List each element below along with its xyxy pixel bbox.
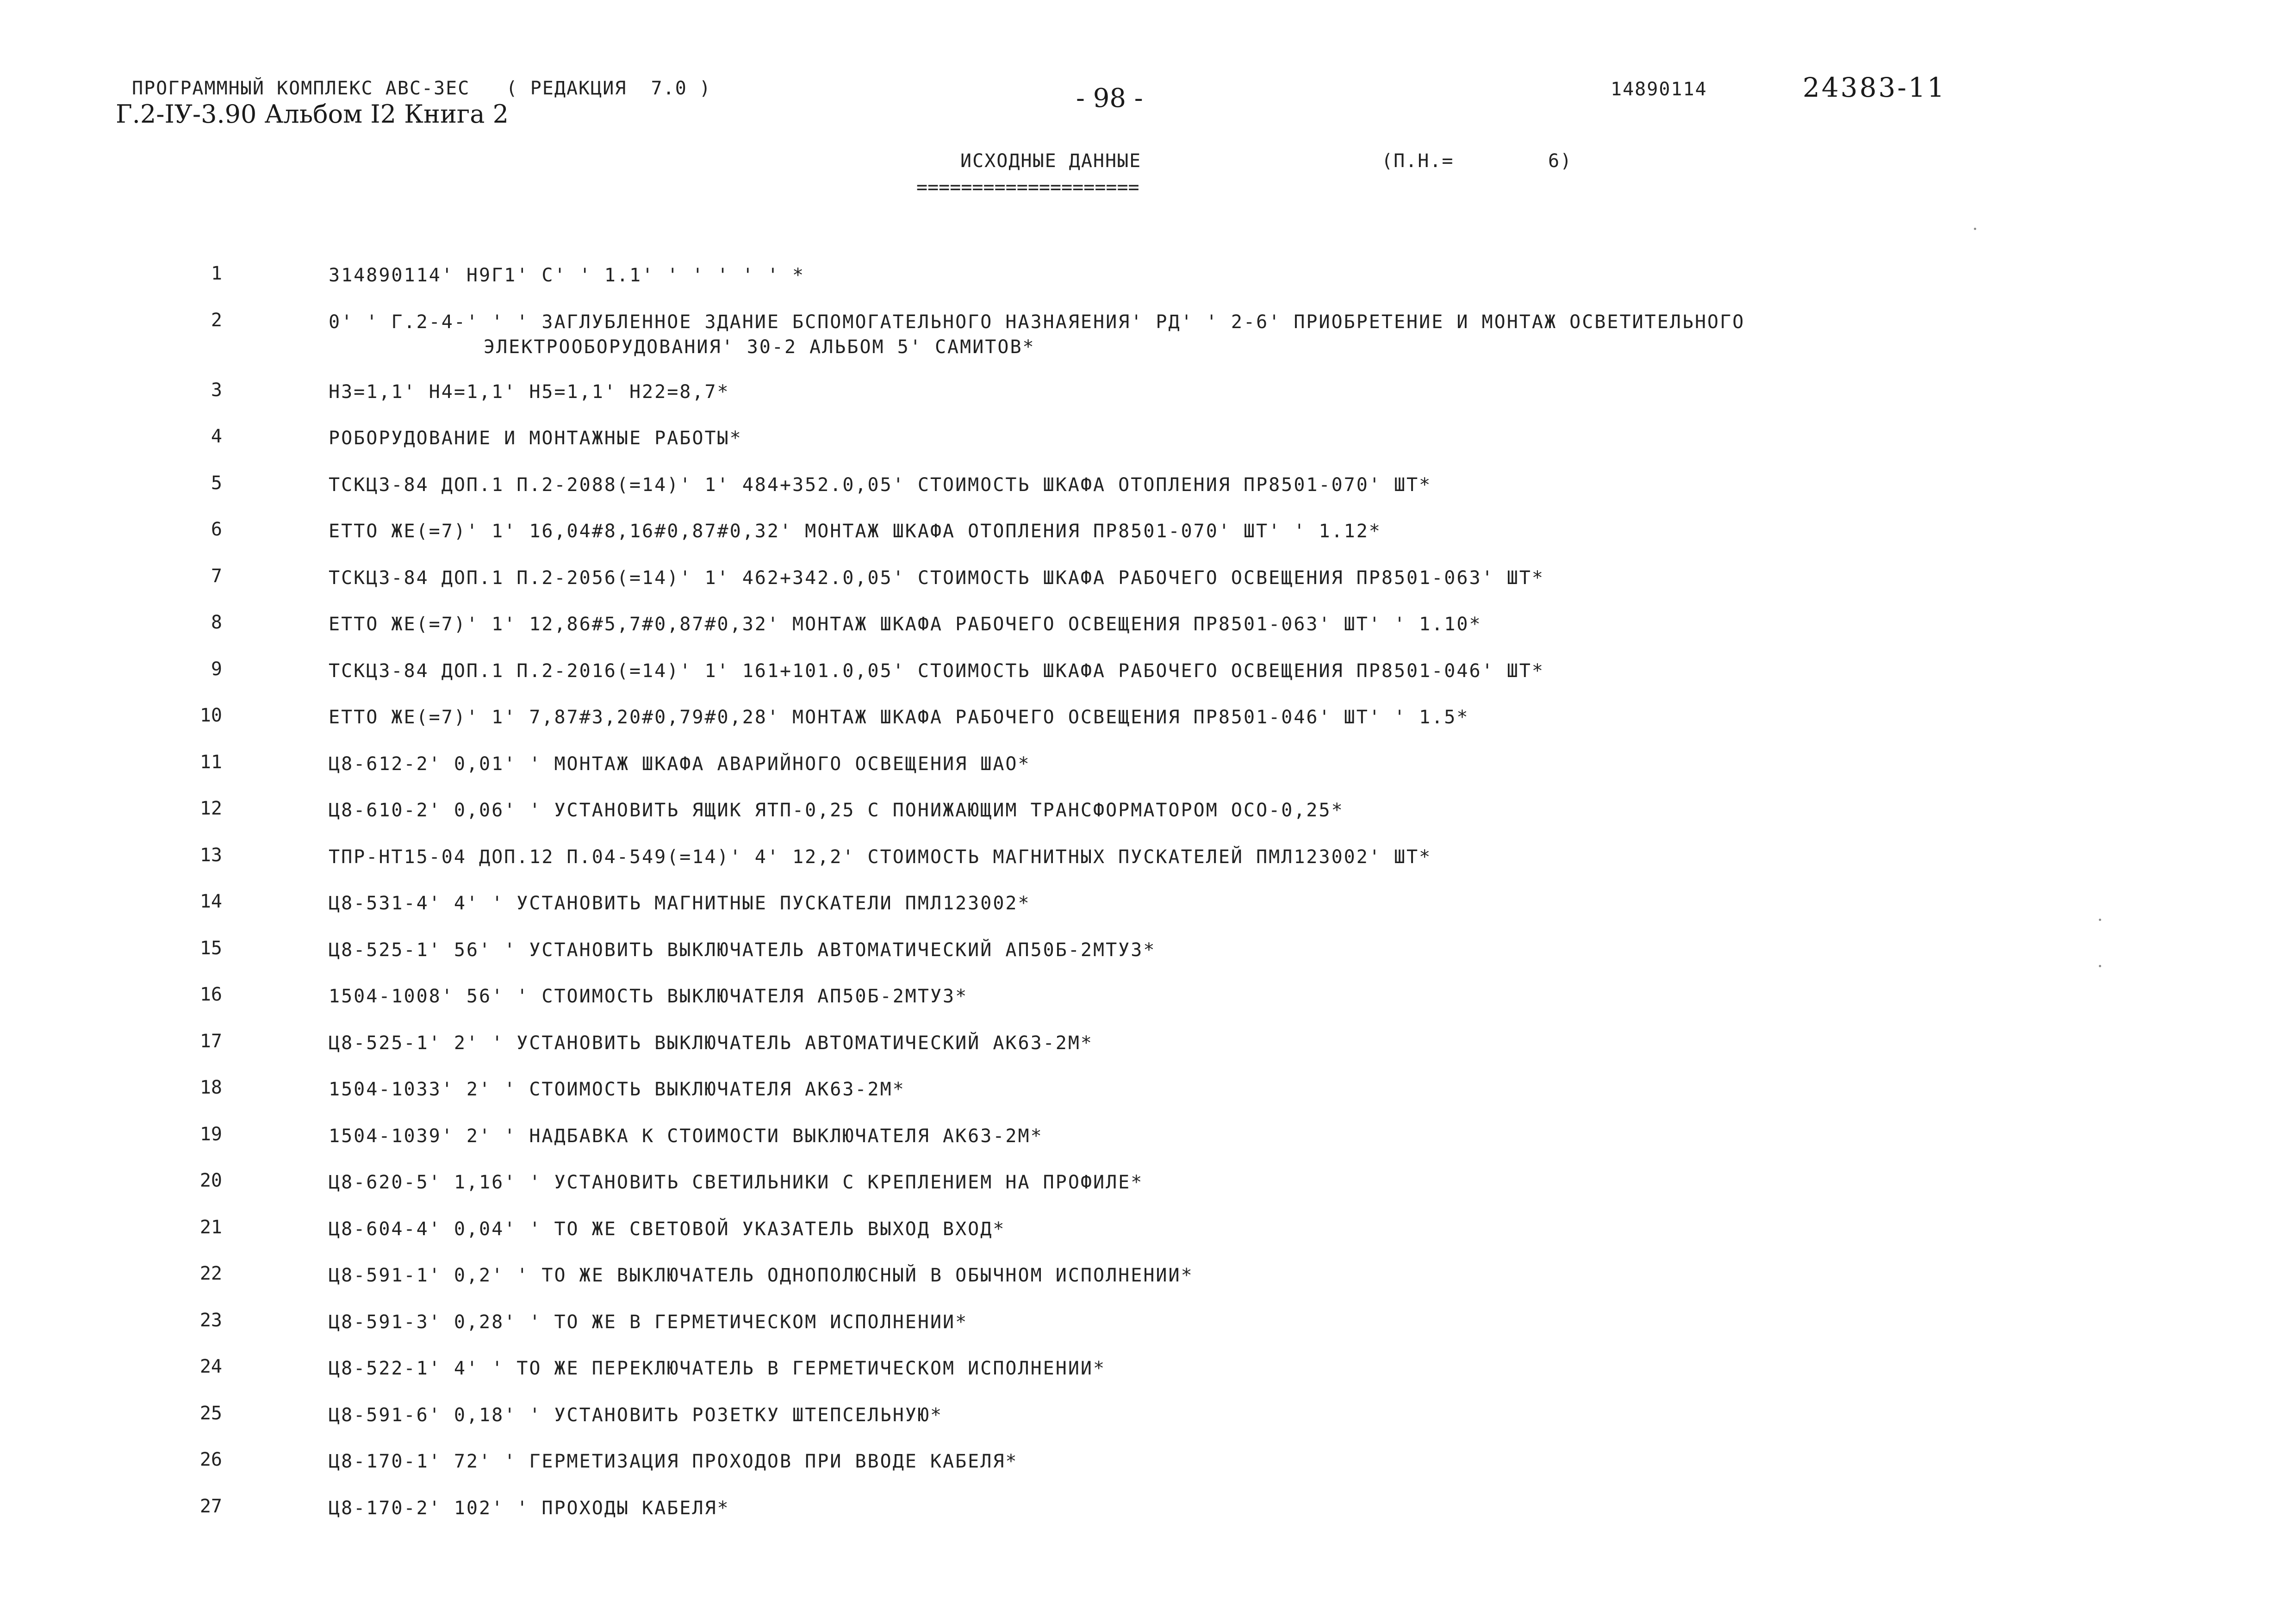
list-item bbox=[0, 1120, 2296, 1167]
list-item bbox=[0, 841, 2296, 888]
row-text: Н3=1,1' Н4=1,1' Н5=1,1' Н22=8,7* bbox=[329, 381, 730, 403]
pn-label: (П.Н.= bbox=[1381, 150, 1454, 172]
row-text: ТСКЦЗ-84 ДОП.1 П.2-2016(=14)' 1' 161+101.0,05' СТОИМОСТЬ ШКАФА РАБОЧЕГО ОСВЕЩЕНИЯ ПР8501-046' ШТ* bbox=[329, 660, 1544, 682]
list-item bbox=[0, 1306, 2296, 1353]
data-rows bbox=[0, 259, 2296, 1538]
row-number: 1 bbox=[211, 263, 222, 284]
row-number: 19 bbox=[199, 1123, 222, 1145]
row-text: ТСКЦЗ-84 ДОП.1 П.2-2056(=14)' 1' 462+342.0,05' СТОИМОСТЬ ШКАФА РАБОЧЕГО ОСВЕЩЕНИЯ ПР8501-063' ШТ* bbox=[329, 567, 1544, 589]
row-number: 27 bbox=[199, 1495, 222, 1517]
row-text: 0' ' Г.2-4-' ' ' ЗАГЛУБЛЕННОЕ ЗДАНИЕ БСПОМОГАТЕЛЬНОГО НАЗНАЯЕНИЯ' РД' ' 2-6' ПРИОБРЕТЕНИЕ И МОНТАЖ ОСВЕТИТЕЛЬНОГО bbox=[329, 311, 1745, 333]
row-number: 18 bbox=[199, 1077, 222, 1098]
list-item bbox=[0, 1027, 2296, 1074]
document-reference: 24383-11 bbox=[1803, 72, 1946, 103]
row-number: 24 bbox=[199, 1356, 222, 1377]
row-text: Ц8-591-3' 0,28' ' ТО ЖЕ В ГЕРМЕТИЧЕСКОМ ИСПОЛНЕНИИ* bbox=[329, 1311, 968, 1333]
row-number: 2 bbox=[211, 309, 222, 331]
row-number: 15 bbox=[199, 937, 222, 959]
row-text: ТПР-НТ15-04 ДОП.12 П.04-549(=14)' 4' 12,2' СТОИМОСТЬ МАГНИТНЫХ ПУСКАТЕЛЕЙ ПМЛ123002' ШТ* bbox=[329, 846, 1432, 868]
row-text-block bbox=[329, 310, 1958, 360]
row-number: 3 bbox=[211, 379, 222, 401]
row-text: Ц8-522-1' 4' ' ТО ЖЕ ПЕРЕКЛЮЧАТЕЛЬ В ГЕРМЕТИЧЕСКОМ ИСПОЛНЕНИИ* bbox=[329, 1358, 1106, 1379]
row-text: Ц8-620-5' 1,16' ' УСТАНОВИТЬ СВЕТИЛЬНИКИ С КРЕПЛЕНИЕМ НА ПРОФИЛЕ* bbox=[329, 1172, 1144, 1193]
list-item bbox=[0, 1352, 2296, 1399]
list-item bbox=[0, 562, 2296, 609]
row-number: 10 bbox=[199, 705, 222, 726]
row-number: 8 bbox=[211, 612, 222, 633]
row-text: Ц8-604-4' 0,04' ' ТО ЖЕ СВЕТОВОЙ УКАЗАТЕЛЬ ВЫХОД ВХОД* bbox=[329, 1218, 1006, 1240]
row-text: 1504-1008' 56' ' СТОИМОСТЬ ВЫКЛЮЧАТЕЛЯ АП50Б-2МТУ3* bbox=[329, 986, 968, 1007]
row-text: 314890114' Н9Г1' С' ' 1.1' ' ' ' ' ' * bbox=[329, 265, 805, 286]
row-number: 6 bbox=[211, 519, 222, 540]
list-item bbox=[0, 1492, 2296, 1539]
row-number: 25 bbox=[199, 1402, 222, 1424]
list-item bbox=[0, 655, 2296, 702]
row-text: ТСКЦЗ-84 ДОП.1 П.2-2088(=14)' 1' 484+352.0,05' СТОИМОСТЬ ШКАФА ОТОПЛЕНИЯ ПР8501-070' ШТ* bbox=[329, 474, 1432, 496]
album-reference: Г.2-IУ-3.90 Альбом I2 Книга 2 bbox=[116, 99, 509, 129]
list-item bbox=[0, 1259, 2296, 1306]
row-number: 5 bbox=[211, 472, 222, 494]
list-item bbox=[0, 1213, 2296, 1260]
row-number: 9 bbox=[211, 658, 222, 680]
list-item bbox=[0, 259, 2296, 306]
row-number: 23 bbox=[199, 1309, 222, 1331]
scan-speck bbox=[2099, 919, 2101, 921]
row-number: 13 bbox=[199, 844, 222, 866]
list-item bbox=[0, 794, 2296, 841]
row-number: 16 bbox=[199, 984, 222, 1005]
list-item bbox=[0, 934, 2296, 981]
row-text: Ц8-170-2' 102' ' ПРОХОДЫ КАБЕЛЯ* bbox=[329, 1497, 730, 1519]
row-number: 20 bbox=[199, 1170, 222, 1191]
row-text: Ц8-591-1' 0,2' ' ТО ЖЕ ВЫКЛЮЧАТЕЛЬ ОДНОПОЛЮСНЫЙ В ОБЫЧНОМ ИСПОЛНЕНИИ* bbox=[329, 1265, 1194, 1286]
row-text: ЕТТО ЖЕ(=7)' 1' 16,04#8,16#0,87#0,32' МОНТАЖ ШКАФА ОТОПЛЕНИЯ ПР8501-070' ШТ' ' 1.12* bbox=[329, 521, 1381, 542]
row-text: ЕТТО ЖЕ(=7)' 1' 7,87#3,20#0,79#0,28' МОНТАЖ ШКАФА РАБОЧЕГО ОСВЕЩЕНИЯ ПР8501-046' ШТ' ' 1.5* bbox=[329, 707, 1469, 728]
list-item bbox=[0, 1445, 2296, 1492]
list-item bbox=[0, 748, 2296, 795]
program-header: ПРОГРАММНЫЙ КОМПЛЕКС АВС-3ЕС ( РЕДАКЦИЯ 7.0 ) bbox=[132, 78, 711, 99]
row-text: Ц8-525-1' 56' ' УСТАНОВИТЬ ВЫКЛЮЧАТЕЛЬ АВТОМАТИЧЕСКИЙ АП50Б-2МТУ3* bbox=[329, 939, 1156, 961]
list-item bbox=[0, 1166, 2296, 1213]
row-text: 1504-1039' 2' ' НАДБАВКА К СТОИМОСТИ ВЫКЛЮЧАТЕЛЯ АК63-2М* bbox=[329, 1125, 1043, 1147]
page-title: ИСХОДНЫЕ ДАННЫЕ bbox=[960, 150, 1142, 172]
row-text: Ц8-612-2' 0,01' ' МОНТАЖ ШКАФА АВАРИЙНОГО ОСВЕЩЕНИЯ ШАО* bbox=[329, 753, 1031, 775]
row-text: 1504-1033' 2' ' СТОИМОСТЬ ВЫКЛЮЧАТЕЛЯ АК63-2М* bbox=[329, 1079, 905, 1100]
scan-speck bbox=[2099, 965, 2101, 967]
document-code: 14890114 bbox=[1611, 79, 1707, 100]
pn-value: 6) bbox=[1548, 150, 1573, 172]
row-number: 11 bbox=[199, 751, 222, 773]
row-number: 17 bbox=[199, 1030, 222, 1052]
row-text: РОБОРУДОВАНИЕ И МОНТАЖНЫЕ РАБОТЫ* bbox=[329, 428, 742, 449]
page-number: - 98 - bbox=[1076, 83, 1143, 113]
row-text: Ц8-531-4' 4' ' УСТАНОВИТЬ МАГНИТНЫЕ ПУСКАТЕЛИ ПМЛ123002* bbox=[329, 893, 1031, 914]
row-text: Ц8-525-1' 2' ' УСТАНОВИТЬ ВЫКЛЮЧАТЕЛЬ АВТОМАТИЧЕСКИЙ АК63-2М* bbox=[329, 1032, 1094, 1054]
list-item bbox=[0, 515, 2296, 562]
list-item bbox=[0, 608, 2296, 655]
row-text-continuation: ЭЛЕКТРООБОРУДОВАНИЯ' 30-2 АЛЬБОМ 5' САМИТОВ* bbox=[484, 336, 1035, 358]
list-item bbox=[0, 1399, 2296, 1446]
list-item bbox=[0, 306, 2296, 376]
row-number: 7 bbox=[211, 565, 222, 587]
row-number: 12 bbox=[199, 798, 222, 819]
row-number: 21 bbox=[199, 1216, 222, 1238]
title-underline: ==================== bbox=[916, 177, 1139, 198]
row-number: 22 bbox=[199, 1263, 222, 1284]
row-text: Ц8-170-1' 72' ' ГЕРМЕТИЗАЦИЯ ПРОХОДОВ ПРИ ВВОДЕ КАБЕЛЯ* bbox=[329, 1451, 1018, 1472]
list-item bbox=[0, 469, 2296, 516]
row-number: 14 bbox=[199, 891, 222, 912]
list-item bbox=[0, 1073, 2296, 1120]
row-number: 26 bbox=[199, 1449, 222, 1470]
row-text: ЕТТО ЖЕ(=7)' 1' 12,86#5,7#0,87#0,32' МОНТАЖ ШКАФА РАБОЧЕГО ОСВЕЩЕНИЯ ПР8501-063' ШТ' ' 1.10* bbox=[329, 614, 1482, 635]
list-item bbox=[0, 376, 2296, 423]
row-number: 4 bbox=[211, 426, 222, 447]
list-item bbox=[0, 887, 2296, 934]
row-text: Ц8-610-2' 0,06' ' УСТАНОВИТЬ ЯЩИК ЯТП-0,25 С ПОНИЖАЮЩИМ ТРАНСФОРМАТОРОМ ОСО-0,25* bbox=[329, 800, 1344, 821]
row-text: Ц8-591-6' 0,18' ' УСТАНОВИТЬ РОЗЕТКУ ШТЕПСЕЛЬНУЮ* bbox=[329, 1404, 943, 1426]
scan-speck bbox=[1974, 228, 1976, 230]
list-item bbox=[0, 980, 2296, 1027]
list-item bbox=[0, 701, 2296, 748]
list-item bbox=[0, 422, 2296, 469]
